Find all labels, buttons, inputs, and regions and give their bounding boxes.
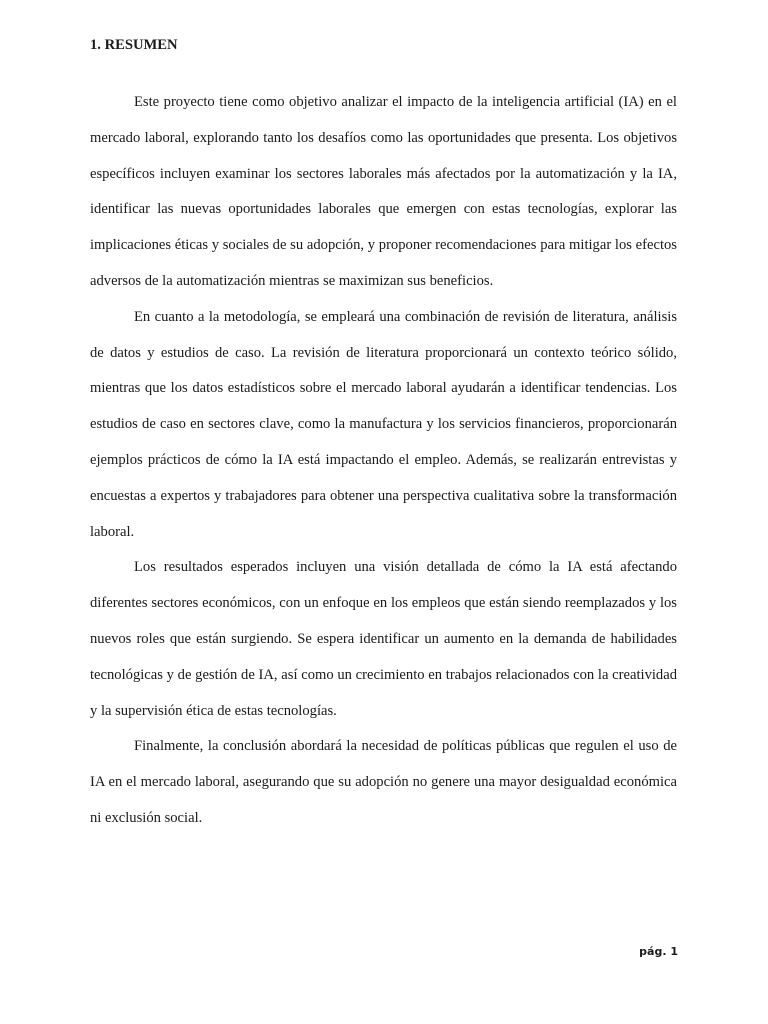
paragraph-conclusion: Finalmente, la conclusión abordará la necesidad de políticas públicas que regulen el uso de IA en el mercado laboral, asegurando que su adopción no genere una mayor desigualdad económica ni exclusión social.: [90, 738, 677, 826]
page-number: pág. 1: [639, 945, 678, 958]
section-heading: 1. RESUMEN: [90, 37, 178, 53]
document-body: [90, 30, 677, 837]
paragraph-expected-results: Los resultados esperados incluyen una visión detallada de cómo la IA está afectando diferentes sectores económicos, con un enfoque en los empleos que están siendo reemplazados y los nuevos roles que están surgiendo. Se espera identificar un aumento en la demanda de habilidades tecnológicas y de gestión de IA, así como un crecimiento en trabajos relacionados con la creatividad y la supervisión ética de estas tecnologías.: [90, 559, 677, 719]
paragraph-methodology: En cuanto a la metodología, se empleará una combinación de revisión de literatura, análisis de datos y estudios de caso. La revisión de literatura proporcionará un contexto teórico sólido, mientras que los datos estadísticos sobre el mercado laboral ayudarán a identificar tendencias. Los estudios de caso en sectores clave, como la manufactura y los servicios financieros, proporcionarán ejemplos prácticos de cómo la IA está impactando el empleo. Además, se realizarán entrevistas y encuestas a expertos y trabajadores para obtener una perspectiva cualitativa sobre la transformación laboral.: [90, 308, 677, 540]
paragraph-objectives: Este proyecto tiene como objetivo analizar el impacto de la inteligencia artificial (IA) en el mercado laboral, explorando tanto los desafíos como las oportunidades que presenta. Los objetivos específicos incluyen examinar los sectores laborales más afectados por la automatización y la IA, identificar las nuevas oportunidades laborales que emergen con estas tecnologías, explorar las implicaciones éticas y sociales de su adopción, y proponer recomendaciones para mitigar los efectos adversos de la automatización mientras se maximizan sus beneficios.: [90, 94, 677, 289]
